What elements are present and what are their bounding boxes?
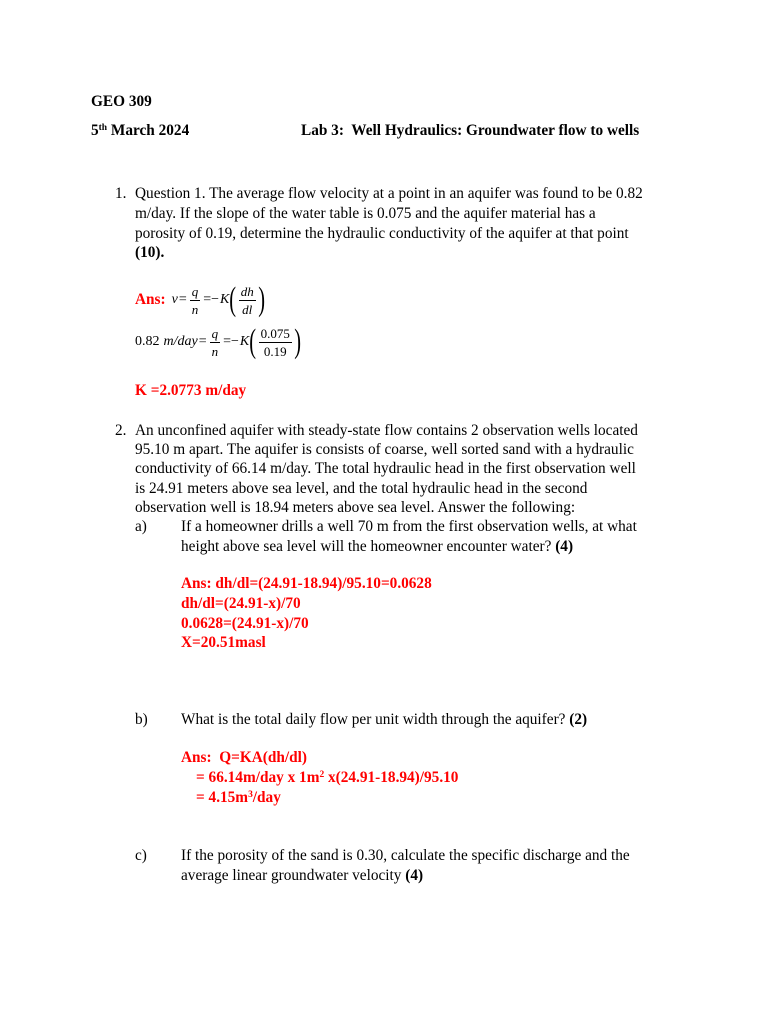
answer-text: = 4.15m [196, 789, 249, 806]
part-a-text: height above sea level will the homeowner encounter water? [181, 538, 556, 555]
fraction-denominator: n [191, 301, 199, 317]
superscript: 3 [248, 789, 253, 800]
part-c-label: c) [135, 847, 147, 864]
equation-substituted [135, 324, 301, 360]
eq-symbol-k: K [220, 292, 230, 307]
question-1-result: K =2.0773 m/day [135, 382, 247, 399]
question-1-marks: (10). [135, 244, 165, 261]
date-day: 5 [91, 122, 99, 139]
eq-equals: = [198, 334, 207, 349]
part-a-line [181, 538, 573, 556]
question-2-line: 95.10 m apart. The aquifer is consists of coarse, well sorted sand with a hydraulic [135, 441, 634, 458]
part-b-marks: (2) [569, 711, 588, 728]
part-a-marks: (4) [555, 538, 574, 555]
part-b-answer-line [196, 789, 281, 807]
question-2-line: conductivity of 66.14 m/day. The total hydraulic head in the first observation well [135, 460, 636, 477]
part-c-marks: (4) [405, 867, 424, 884]
question-2-number: 2. [115, 422, 127, 439]
fraction-denominator: 0.19 [263, 343, 287, 359]
question-1-line: Question 1. The average flow velocity at a point in an aquifer was found to be 0.82 [135, 185, 643, 202]
eq-symbol-v: v [171, 292, 178, 307]
open-parenthesis: ( [229, 281, 237, 318]
close-parenthesis: ) [257, 281, 265, 318]
part-b-label: b) [135, 711, 148, 728]
fraction-numerator: dh [240, 283, 254, 299]
lab-title: Lab 3: Well Hydraulics: Groundwater flow to wells [301, 122, 640, 139]
eq-value: 0.82 [135, 334, 160, 349]
part-b-answer-line [196, 769, 458, 787]
question-2-line: observation well is 18.94 meters above sea level. Answer the following: [135, 499, 576, 516]
fraction-q-over-n [190, 285, 201, 316]
part-c-line [181, 867, 423, 885]
answer-text: x(24.91-18.94)/95.10 [324, 769, 459, 786]
question-2-line: An unconfined aquifer with steady-state flow contains 2 observation wells located [135, 422, 638, 439]
question-1-line: porosity of 0.19, determine the hydraulic conductivity of the aquifer at that point [135, 225, 629, 242]
fraction-numerator: 0.075 [260, 325, 290, 341]
part-a-answer-line: 0.0628=(24.91-x)/70 [181, 615, 309, 632]
fraction-slope-over-porosity [259, 327, 292, 358]
part-b-text: What is the total daily flow per unit width through the aquifer? [181, 711, 570, 728]
question-1-line: m/day. If the slope of the water table is 0.075 and the aquifer material has a [135, 205, 596, 222]
part-a-line: If a homeowner drills a well 70 m from the first observation wells, at what [181, 518, 637, 535]
open-parenthesis: ( [249, 323, 257, 360]
eq-unit: m/day [163, 334, 198, 349]
close-parenthesis: ) [294, 323, 301, 360]
superscript: 2 [319, 769, 325, 780]
fraction-dh-over-dl [239, 285, 256, 316]
question-1-number: 1. [115, 185, 127, 202]
eq-symbol-k: K [239, 334, 250, 349]
fraction-numerator: q [191, 283, 199, 299]
part-c-text: average linear groundwater velocity [181, 867, 406, 884]
eq-equals-minus: =− [223, 334, 239, 349]
lab-date [91, 122, 189, 140]
answer-label: Ans: [135, 291, 166, 308]
fraction-q-over-n [210, 327, 221, 358]
fraction-denominator: dl [242, 301, 253, 317]
part-a-answer-line: dh/dl=(24.91-x)/70 [181, 595, 301, 612]
equation-velocity [135, 282, 265, 318]
answer-text: = 66.14m/day x 1m [196, 769, 320, 786]
eq-equals: = [178, 292, 187, 307]
part-a-answer-line: Ans: dh/dl=(24.91-18.94)/95.10=0.0628 [181, 575, 432, 592]
question-2-line: is 24.91 meters above sea level, and the total hydraulic head in the second [135, 480, 588, 497]
fraction-denominator: n [211, 343, 219, 359]
eq-equals-minus: =− [203, 292, 220, 307]
fraction-numerator: q [211, 325, 219, 341]
part-a-answer-line: X=20.51masl [181, 634, 266, 651]
date-rest: March 2024 [107, 122, 190, 139]
course-code: GEO 309 [91, 93, 152, 110]
answer-text: /day [252, 789, 281, 806]
part-b-line [181, 711, 587, 729]
part-b-answer-line: Ans: Q=KA(dh/dl) [181, 749, 308, 766]
part-c-line: If the porosity of the sand is 0.30, calculate the specific discharge and the [181, 847, 630, 864]
part-a-label: a) [135, 518, 147, 535]
date-suffix: th [98, 122, 108, 133]
